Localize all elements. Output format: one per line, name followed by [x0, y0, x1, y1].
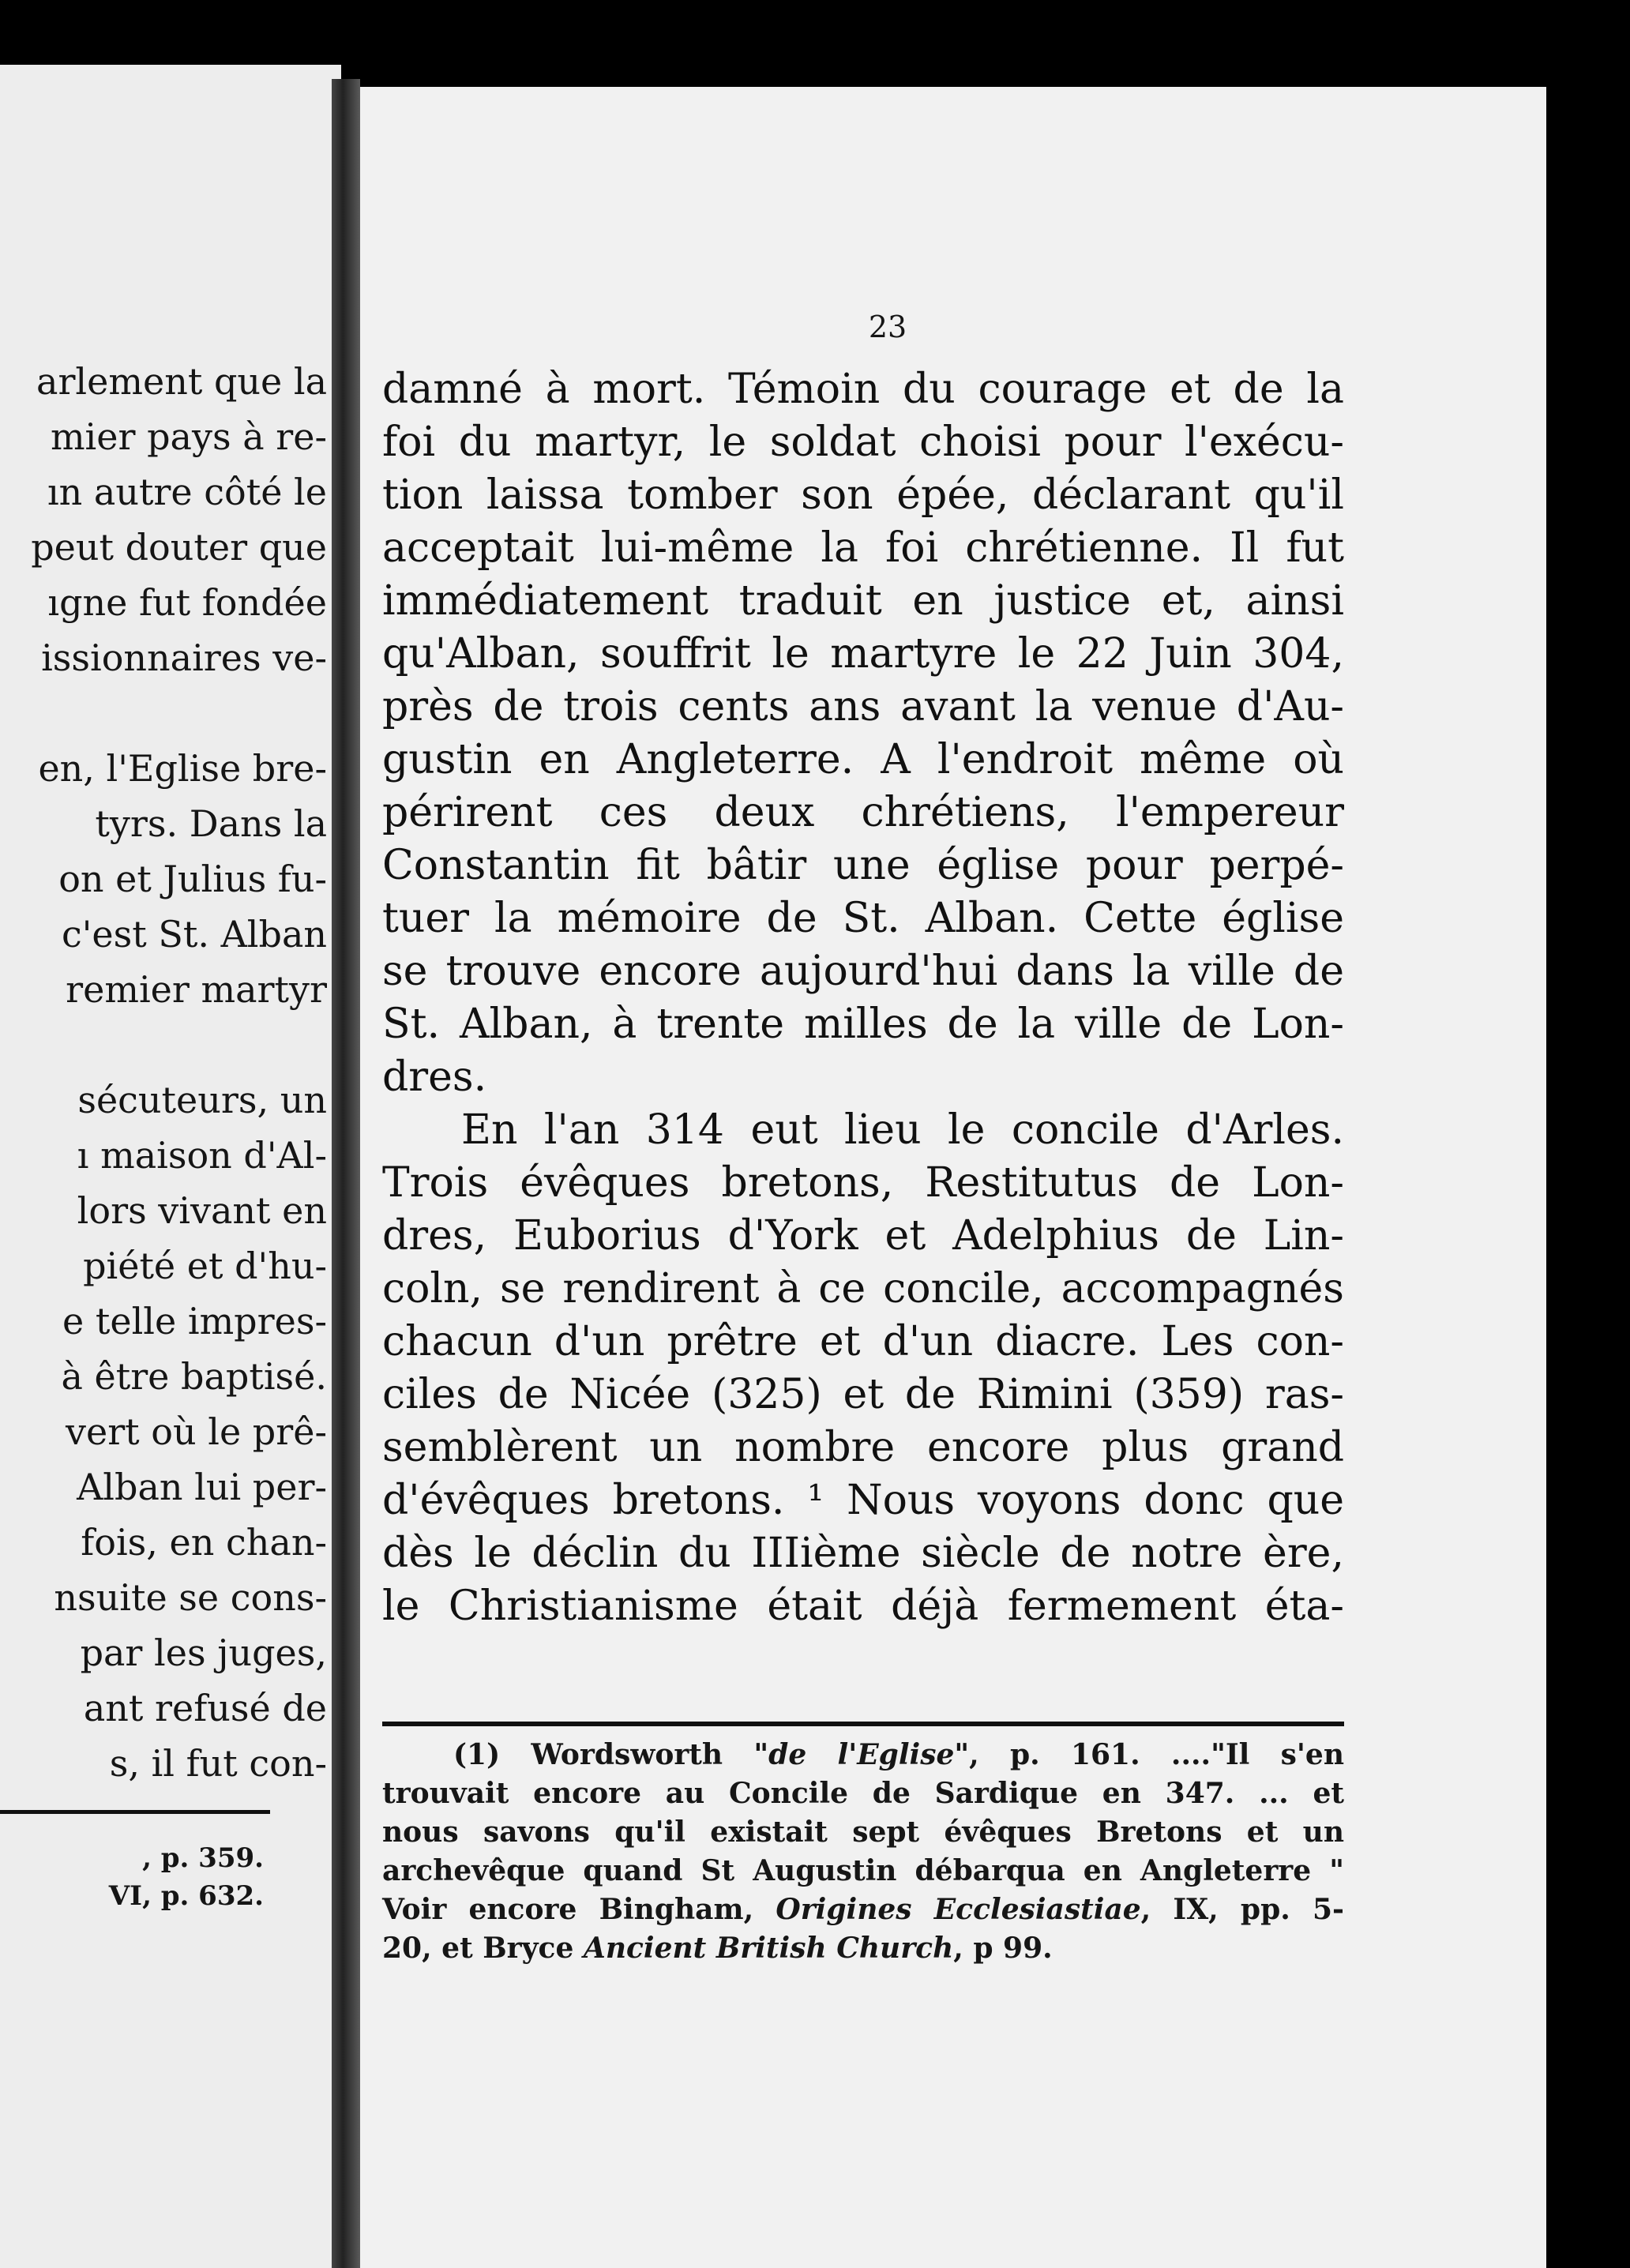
text-line: près de trois cents ans avant la venue d'Au-	[382, 683, 1344, 730]
text-line: Trois évêques bretons, Restitutus de Lon-	[382, 1159, 1344, 1207]
footnote-line	[382, 1929, 1344, 1968]
footnote-italic: "de l'Eglise"	[753, 1738, 970, 1771]
prev-line: fois, en chan-	[81, 1521, 327, 1564]
text-line: coln, se rendirent à ce concile, accompagnés	[382, 1265, 1344, 1312]
book-gutter	[332, 79, 360, 2268]
prev-line: ıgne fut fondée	[47, 581, 327, 624]
prev-line: s, il fut con-	[109, 1742, 327, 1785]
text-line: chacun d'un prêtre et d'un diacre. Les con-	[382, 1318, 1344, 1365]
footnote-text: , p 99.	[953, 1932, 1053, 1965]
footnote-text: , IX, pp. 5-	[1140, 1893, 1344, 1926]
text-line: En l'an 314 eut lieu le concile d'Arles.	[461, 1106, 1344, 1154]
text-line: tion laissa tomber son épée, déclarant qu'il	[382, 471, 1344, 519]
footnote-line: trouvait encore au Concile de Sardique en 347. ... et	[382, 1777, 1344, 1810]
prev-line: ın autre côté le	[47, 471, 327, 513]
text-line: dres, Euborius d'York et Adelphius de Lin-	[382, 1212, 1344, 1260]
current-page	[360, 87, 1546, 2268]
prev-footnote-line: VI, p. 632.	[108, 1880, 264, 1912]
body-text	[382, 363, 1344, 1633]
prev-line: ı maison d'Al-	[77, 1134, 327, 1177]
text-line: Constantin fit bâtir une église pour perpé-	[382, 842, 1344, 889]
previous-page	[0, 65, 341, 2268]
text-line: acceptait lui-même la foi chrétienne. Il fut	[382, 524, 1344, 572]
text-line: qu'Alban, souffrit le martyre le 22 Juin 304,	[382, 630, 1344, 678]
footnote-line: nous savons qu'il existait sept évêques Bretons et un	[382, 1816, 1344, 1849]
text-line: dès le déclin du IIIième siècle de notre ère,	[382, 1530, 1344, 1577]
footnote-italic: Origines Ecclesiastiae	[776, 1893, 1141, 1926]
prev-line: nsuite se cons-	[54, 1576, 327, 1619]
text-line: se trouve encore aujourd'hui dans la ville de	[382, 948, 1344, 995]
prev-line: vert où le prê-	[65, 1410, 327, 1453]
footnote-text: , p. 161. ...."Il s'en	[969, 1738, 1345, 1771]
prev-line: à être baptisé.	[61, 1355, 327, 1398]
footnote-line: archevêque quand St Augustin débarqua en Angleterre "	[382, 1854, 1344, 1887]
text-line: semblèrent un nombre encore plus grand	[382, 1424, 1344, 1471]
prev-footnote-line: , p. 359.	[142, 1842, 264, 1874]
prev-line: Alban lui per-	[77, 1466, 327, 1508]
text-line: St. Alban, à trente milles de la ville de Lon-	[382, 1001, 1344, 1048]
prev-line: peut douter que	[31, 526, 327, 569]
prev-line: en, l'Eglise bre-	[38, 747, 327, 790]
text-line: immédiatement traduit en justice et, ainsi	[382, 577, 1344, 625]
text-line: dres.	[382, 1053, 487, 1101]
footnote-line	[382, 1891, 1344, 1929]
text-line: gustin en Angleterre. A l'endroit même où	[382, 736, 1344, 783]
prev-line: remier martyr	[66, 968, 327, 1011]
prev-line: lors vivant en	[77, 1189, 327, 1232]
text-line: tuer la mémoire de St. Alban. Cette église	[382, 895, 1344, 942]
text-line: foi du martyr, le soldat choisi pour l'exécu-	[382, 419, 1344, 466]
prev-line: c'est St. Alban	[61, 913, 327, 956]
text-line: ciles de Nicée (325) et de Rimini (359) ras-	[382, 1371, 1344, 1418]
prev-line: ant refusé de	[83, 1687, 327, 1729]
footnote-italic: Ancient British Church	[583, 1932, 954, 1965]
footnote-line	[382, 1736, 1344, 1774]
prev-line: sécuteurs, un	[77, 1079, 327, 1121]
prev-line: issionnaires ve-	[41, 636, 327, 679]
prev-line: mier pays à re-	[50, 415, 327, 458]
text-line: le Christianisme était déjà fermement éta-	[382, 1583, 1344, 1630]
text-line: damné à mort. Témoin du courage et de la	[382, 366, 1344, 413]
prev-line: e telle impres-	[62, 1300, 327, 1342]
text-line: périrent ces deux chrétiens, l'empereur	[382, 789, 1344, 836]
prev-line: tyrs. Dans la	[95, 802, 327, 845]
text-line: d'évêques bretons. ¹ Nous voyons donc que	[382, 1477, 1344, 1524]
footnote	[382, 1736, 1344, 1968]
footnote-text: 20, et Bryce	[382, 1932, 584, 1965]
footnote-rule	[382, 1722, 1344, 1726]
prev-line: arlement que la	[36, 360, 327, 403]
page-number: 23	[868, 310, 907, 344]
prev-footnote-rule	[0, 1810, 270, 1814]
prev-line: piété et d'hu-	[83, 1245, 327, 1287]
prev-line: on et Julius fu-	[58, 858, 327, 900]
footnote-text: Voir encore Bingham,	[382, 1893, 776, 1926]
prev-line: par les juges,	[80, 1632, 327, 1674]
footnote-text: (1) Wordsworth	[453, 1738, 754, 1771]
